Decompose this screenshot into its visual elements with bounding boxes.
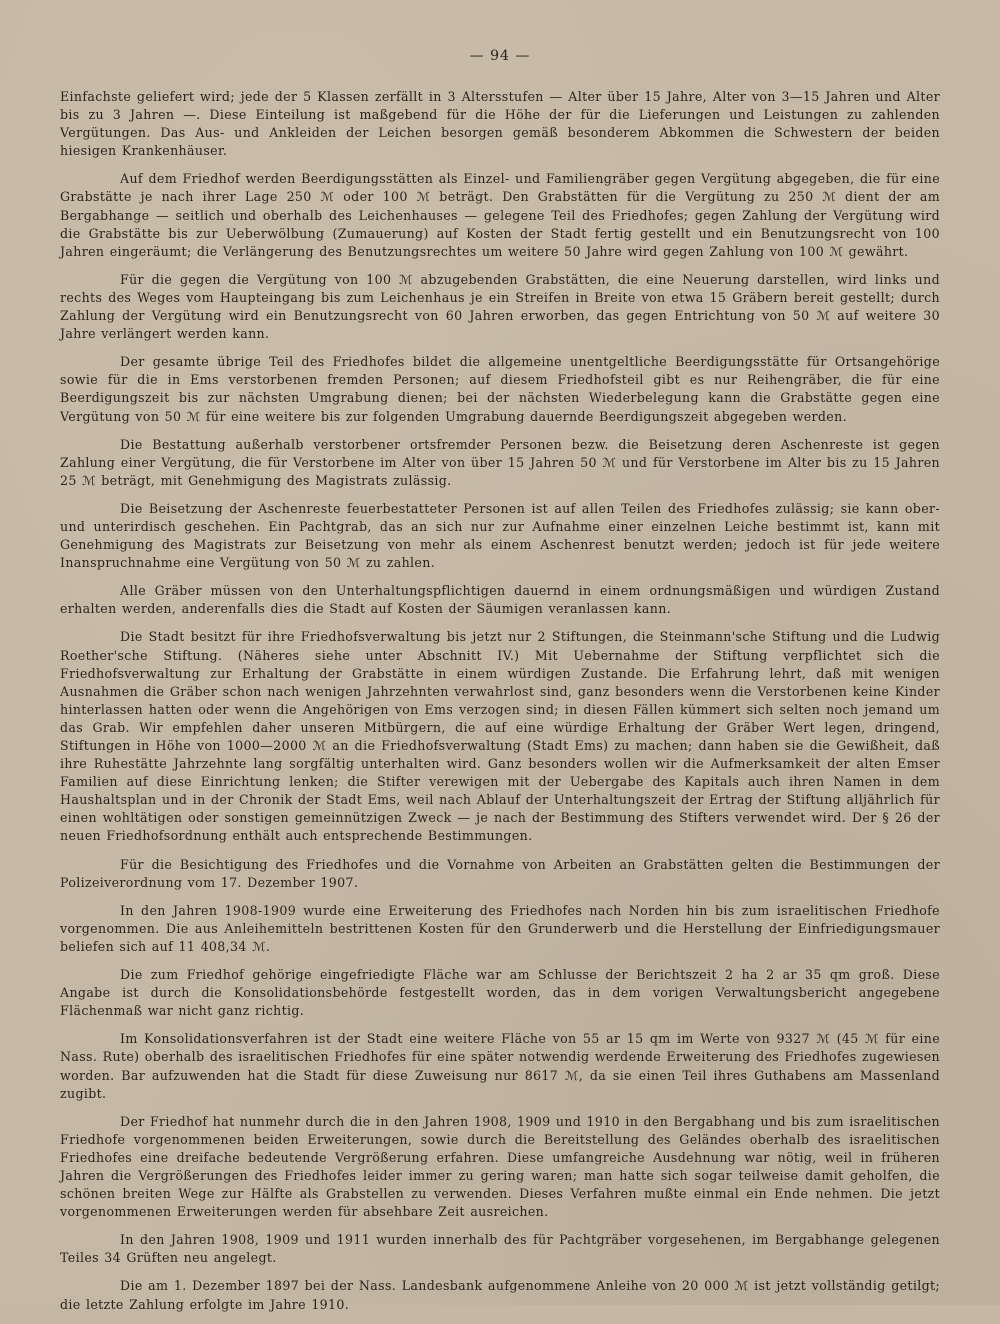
paragraph: Für die gegen die Vergütung von 100 ℳ abzugebenden Grabstätten, die eine Neuerung darstellen, wird links und rechts des Weges vom Haupteingang bis zum Leichenhaus je ein Streifen in Breite von etwa 15 Gräbern bereit gestellt; durch Zahlung der Vergütung wird ein Benutzungsrecht von 60 Jahren erworben, das gegen Entrichtung von 50 ℳ auf weitere 30 Jahre verlängert werden kann. — [60, 271, 940, 342]
paragraph: Im Konsolidationsverfahren ist der Stadt eine weitere Fläche von 55 ar 15 qm im Werte von 9327 ℳ (45 ℳ für eine Nass. Rute) oberhalb des israelitischen Friedhofes für eine später notwendig werdende Erweiterung des Friedhofes zugewiesen worden. Bar aufzuwenden hat die Stadt für diese Zuweisung nur 8617 ℳ, da sie einen Teil ihres Guthabens am Massenland zugibt. — [60, 1031, 940, 1101]
paragraph: Auf dem Friedhof werden Beerdigungsstätten als Einzel- und Familiengräber gegen Vergütung abgegeben, die für eine Grabstätte je nach ihrer Lage 250 ℳ oder 100 ℳ beträgt. Den Grabstätten für die Vergütung zu 250 ℳ dient der am Bergabhange — seitlich und oberhalb des Leichenhauses — gelegene Teil des Friedhofes; gegen Zahlung der Vergütung wird die Grabstätte bis zur Ueberwölbung (Zumauerung) auf Kosten der Stadt fertig gestellt und ein Benutzungsrecht von 100 Jahren eingeräumt; die Verlängerung des Benutzungsrechtes um weitere 50 Jahre wird gegen Zahlung von 100 ℳ gewährt. — [60, 171, 940, 259]
paragraph: Einfachste geliefert wird; jede der 5 Klassen zerfällt in 3 Altersstufen — Alter über 15 Jahre, Alter von 3—15 Jahren und Alter bis zu 3 Jahren —. Diese Einteilung ist maßgebend für die Höhe der für die Lieferungen und Leistungen zu zahlenden Vergütungen. Das Aus- und Ankleiden der Leichen besorgen gemäß besonderem Abkommen die Schwestern der beiden hiesigen Krankenhäuser. — [60, 89, 940, 159]
paragraph: Die am 1. Dezember 1897 bei der Nass. Landesbank aufgenommene Anleihe von 20 000 ℳ ist jetzt vollständig getilgt; die letzte Zahlung erfolgte im Jahre 1910. — [60, 1278, 940, 1312]
paragraph: Der gesamte übrige Teil des Friedhofes bildet die allgemeine unentgeltliche Beerdigungsstätte für Ortsangehörige sowie für die in Ems verstorbenen fremden Personen; auf diesem Friedhofsteil gibt es nur Reihengräber, die für eine Beerdigungszeit bis zur nächsten Umgrabung dienen; bei der nächsten Wiederbelegung kann die Grabstätte gegen eine Vergütung von 50 ℳ für eine weitere bis zur folgenden Umgrabung dauernde Beerdigungszeit abgegeben werden. — [60, 354, 940, 424]
paragraph: In den Jahren 1908, 1909 und 1911 wurden innerhalb des für Pachtgräber vorgesehenen, im Bergabhange gelegenen Teiles 34 Grüften neu angelegt. — [60, 1232, 940, 1266]
paragraph: Für die Besichtigung des Friedhofes und die Vornahme von Arbeiten an Grabstätten gelten die Bestimmungen der Polizeiverordnung vom 17. Dezember 1907. — [60, 856, 940, 890]
paragraph: Alle Gräber müssen von den Unterhaltungspflichtigen dauernd in einem ordnungsmäßigen und würdigen Zustand erhalten werden, anderenfalls dies die Stadt auf Kosten der Säumigen veranlassen kann. — [60, 583, 940, 617]
paragraph: Die Beisetzung der Aschenreste feuerbestatteter Personen ist auf allen Teilen des Friedhofes zulässig; sie kann ober- und unterirdisch geschehen. Ein Pachtgrab, das an sich nur zur Aufnahme einer einzelnen Leiche bestimmt ist, kann mit Genehmigung des Magistrats zur Beisetzung von mehr als einem Aschenrest benutzt werden; jedoch ist für jede weitere Inanspruchnahme eine Vergütung von 50 ℳ zu zahlen. — [60, 500, 940, 571]
paragraph: Die Bestattung außerhalb verstorbener ortsfremder Personen bezw. die Beisetzung deren Aschenreste ist gegen Zahlung einer Vergütung, die für Verstorbene im Alter von über 15 Jahren 50 ℳ und für Verstorbene im Alter bis zu 15 Jahren 25 ℳ beträgt, mit Genehmigung des Magistrats zulässig. — [60, 436, 940, 488]
paragraph: Der Friedhof hat nunmehr durch die in den Jahren 1908, 1909 und 1910 in den Bergabhang und bis zum israelitischen Friedhofe vorgenommenen beiden Erweiterungen, sowie durch die Bereitstellung des Geländes oberhalb des israelitischen Friedhofes eine dreifache bedeutende Vergrößerung erfahren. Diese umfangreiche Ausdehnung war nötig, weil in früheren Jahren die Vergrößerungen des Friedhofes leider immer zu gering waren; man hatte sich sogar teilweise damit geholfen, die schönen breiten Wege zur Hälfte als Grabstellen zu verwenden. Dieses Verfahren mußte einmal ein Ende nehmen. Die jetzt vorgenommenen Erweiterungen werden für absehbare Zeit ausreichen. — [60, 1113, 940, 1220]
page-number: — 94 — — [469, 48, 531, 64]
paragraph: Die zum Friedhof gehörige eingefriedigte Fläche war am Schlusse der Berichtszeit 2 ha 2 ar 35 qm groß. Diese Angabe ist durch die Konsolidationsbehörde festgestellt worden, das in dem vorigen Verwaltungsbericht angegebene Flächenmaß war nicht ganz richtig. — [60, 967, 940, 1019]
paragraph: In den Jahren 1908-1909 wurde eine Erweiterung des Friedhofes nach Norden hin bis zum israelitischen Friedhofe vorgenommen. Die aus Anleihemitteln bestrittenen Kosten für den Grunderwerb und die Herstellung der Einfriedigungsmauer beliefen sich auf 11 408,34 ℳ. — [60, 902, 940, 954]
paragraph: Die Stadt besitzt für ihre Friedhofsverwaltung bis jetzt nur 2 Stiftungen, die Steinmann'sche Stiftung und die Ludwig Roether'sche Stiftung. (Näheres siehe unter Abschnitt IV.) Mit Uebernahme der Stiftung verpflichtet sich die Friedhofsverwaltung zur Erhaltung der Grabstätte in einem würdigen Zustande. Die Erfahrung lehrt, daß mit wenigen Ausnahmen die Gräber schon nach wenigen Jahrzehnten verwahrlost sind, ganz besonders wenn die Verstorbenen keine Kinder hinterlassen hatten oder wenn die Angehörigen von Ems verzogen sind; in diesen Fällen kümmert sich selten noch jemand um das Grab. Wir empfehlen daher unseren Mitbürgern, die auf eine würdige Erhaltung der Gräber Wert legen, dringend, Stiftungen in Höhe von 1000—2000 ℳ an die Friedhofsverwaltung (Stadt Ems) zu machen; dann haben sie die Gewißheit, daß ihre Ruhestätte Jahrzehnte lang sorgfältig unterhalten wird. Ganz besonders wollen wir die Aufmerksamkeit der alten Emser Familien auf diese Einrichtung lenken; die Stifter verewigen mit der Uebergabe des Kapitals auch ihren Namen in dem Haushaltsplan und in der Chronik der Stadt Ems, weil nach Ablauf der Unterhaltungszeit der Ertrag der Stiftung alljährlich für einen wohltätigen oder sonstigen gemeinnützigen Zweck — je nach der Bestimmung des Stifters verwendet wird. Der § 26 der neuen Friedhofsordnung enthält auch entsprechende Bestimmungen. — [60, 629, 940, 844]
page-body — [60, 88, 940, 1324]
